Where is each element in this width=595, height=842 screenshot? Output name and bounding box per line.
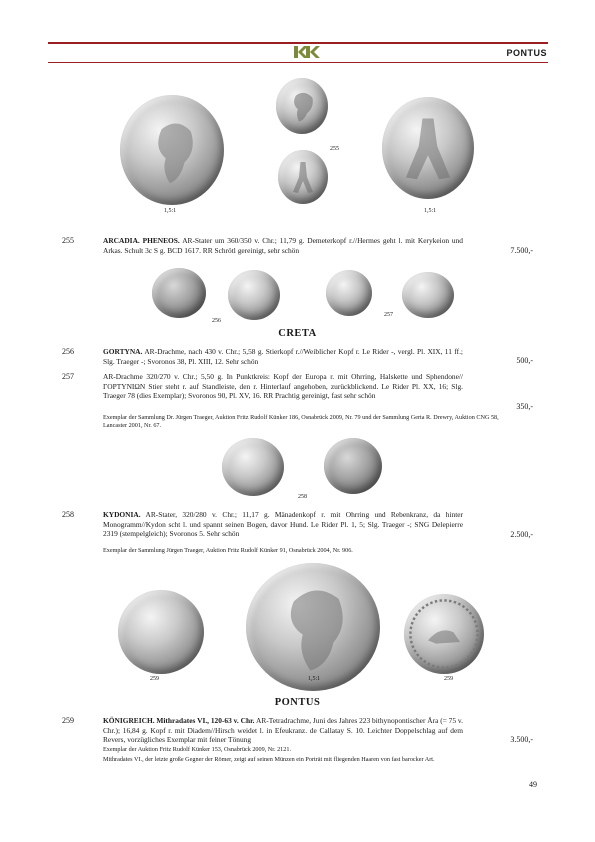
lot-number: 257 [62, 372, 74, 381]
page-number: 49 [529, 780, 537, 789]
lot-description [103, 347, 463, 366]
ratio-label: 1,5:1 [308, 676, 321, 682]
lot-note: Mithradates VI., der letzte große Gegner der Römer, zeigt auf seinen Münzen ein Porträt mit fliegenden Haaren von fast barocker Art. [103, 756, 435, 763]
coin-259-label: 259 [444, 676, 453, 682]
lot-description [103, 510, 463, 539]
coin-256-reverse [228, 270, 280, 320]
lot-provenance: Exemplar der Auktion Fritz Rudolf Künker 153, Osnabrück 2009, Nr. 2121. [103, 746, 292, 753]
lot-body: AR-Drachme, nach 430 v. Chr.; 5,58 g. Stierkopf r.//Weiblicher Kopf r. Le Rider -, vergl. Pl. XIX, 11 ff.; Slg. Traeger -; Svoronos 38, Pl. XIII, 12. [103, 347, 463, 366]
lot-provenance: Exemplar der Sammlung Dr. Jürgen Traeger, Auktion Fritz Rudolf Künker 186, Osnabrück 2009, Nr. 79 und der Sammlung Gerta R. Drewry, Auktion CNG 58, Lancaster 2001, Nr. 67. [103, 414, 499, 429]
lot-body: AR-Stater um 360/350 v. Chr.; 11,79 g. Demeterkopf r.//Hermes geht l. mit Kerykeion und Arkas. Schult 3c S g. BCD 1617. [103, 236, 464, 255]
lot-body: AR-Drachme 320/270 v. Chr.; 5,50 g. In Punktkreis: Kopf der Europa r. mit Ohrring, Halskette und Sphendone//ΓΟΡΤΥΝΙΩΝ Stier steht r. auf Standleiste, den r. Hinterlauf angehoben, zurückblickend. Le Rider Pl. XX, 16; Slg. Traeger 78 (dies Exemplar); Svoronos 90, Pl. XV, 16. [103, 372, 463, 401]
coin-258-obverse [222, 438, 284, 496]
section-heading: PONTUS [274, 697, 321, 708]
publisher-logo [292, 44, 320, 60]
coin-257-reverse [402, 272, 454, 318]
lot-price: 500,- [516, 356, 533, 365]
coin-259-label: 259 [150, 676, 159, 682]
lot-number: 256 [62, 347, 74, 356]
lot-grade: Sehr schön [225, 356, 259, 366]
header-underline [48, 62, 548, 63]
lot-title: KYDONIA. [103, 510, 141, 519]
lot-description [103, 372, 463, 401]
lot-body: AR-Stater, 320/280 v. Chr.; 11,17 g. Mänadenkopf r. mit Ohrring und Rebenkranz, da hinter Monogramm//Kydon scht l. und spannt seinen Bogen, davor Hund. Le Rider Pl. 1, 5; Slg. Traeger -; SNG Delepierre 2319 (stempelgleich); Svoronos 5. [103, 510, 463, 539]
lot-title: ARCADIA. PHENEOS. [103, 236, 180, 245]
lot-description [103, 716, 463, 745]
coin-259-obverse [118, 590, 204, 674]
lot-price: 2.500,- [510, 530, 533, 539]
coin-259-obverse-large [246, 563, 380, 691]
lot-price: 7.500,- [510, 246, 533, 255]
lot-grade: RR Prachtig gereinigt, fast sehr schön [263, 391, 376, 401]
ratio-label: 1,5:1 [164, 208, 177, 214]
lot-provenance: Exemplar der Sammlung Jürgen Traeger, Auktion Fritz Rudolf Künker 91, Osnabrück 2004, Nr. 906. [103, 547, 353, 554]
coin-257-obverse [326, 270, 372, 316]
lot-title: KÖNIGREICH. Mithradates VI., 120-63 v. Chr. [103, 716, 255, 725]
coin-257-label: 257 [384, 312, 393, 318]
lot-body: AR-Tetradrachme, Juni des Jahres 223 bithynopontischer Ära (= 75 v. Chr.); 16,84 g. Kopf r. mit Diadem//Hirsch weidet l. in Efeukranz. de Callatay S. 10. Leichter Doppelschlag auf dem Revers, vorzügliches Exemplar mit feiner Tönung [103, 716, 463, 745]
coin-259-reverse [404, 594, 484, 674]
section-heading: CRETA [278, 328, 317, 339]
coin-256-obverse [152, 268, 206, 318]
coin-258-reverse [324, 438, 382, 494]
coin-258-label: 258 [298, 494, 307, 500]
coin-255-reverse [278, 150, 328, 204]
coin-255-reverse-large [382, 97, 474, 199]
lot-number: 259 [62, 716, 74, 725]
coin-256-label: 256 [212, 318, 221, 324]
ratio-label: 1,5:1 [424, 208, 437, 214]
lot-price: 3.500,- [510, 735, 533, 744]
lot-number: 255 [62, 236, 74, 245]
coin-255-obverse [276, 78, 328, 134]
lot-number: 258 [62, 510, 74, 519]
lot-price: 350,- [516, 402, 533, 411]
lot-grade: Sehr schön [206, 529, 240, 539]
coin-255-obverse-large [120, 95, 224, 205]
coin-255-label: 255 [330, 146, 339, 152]
lot-title: GORTYNA. [103, 347, 143, 356]
lot-description [103, 236, 463, 255]
lot-grade: RR Schrötl gereinigt, sehr schön [202, 245, 300, 255]
running-section-title: PONTUS [506, 48, 547, 58]
